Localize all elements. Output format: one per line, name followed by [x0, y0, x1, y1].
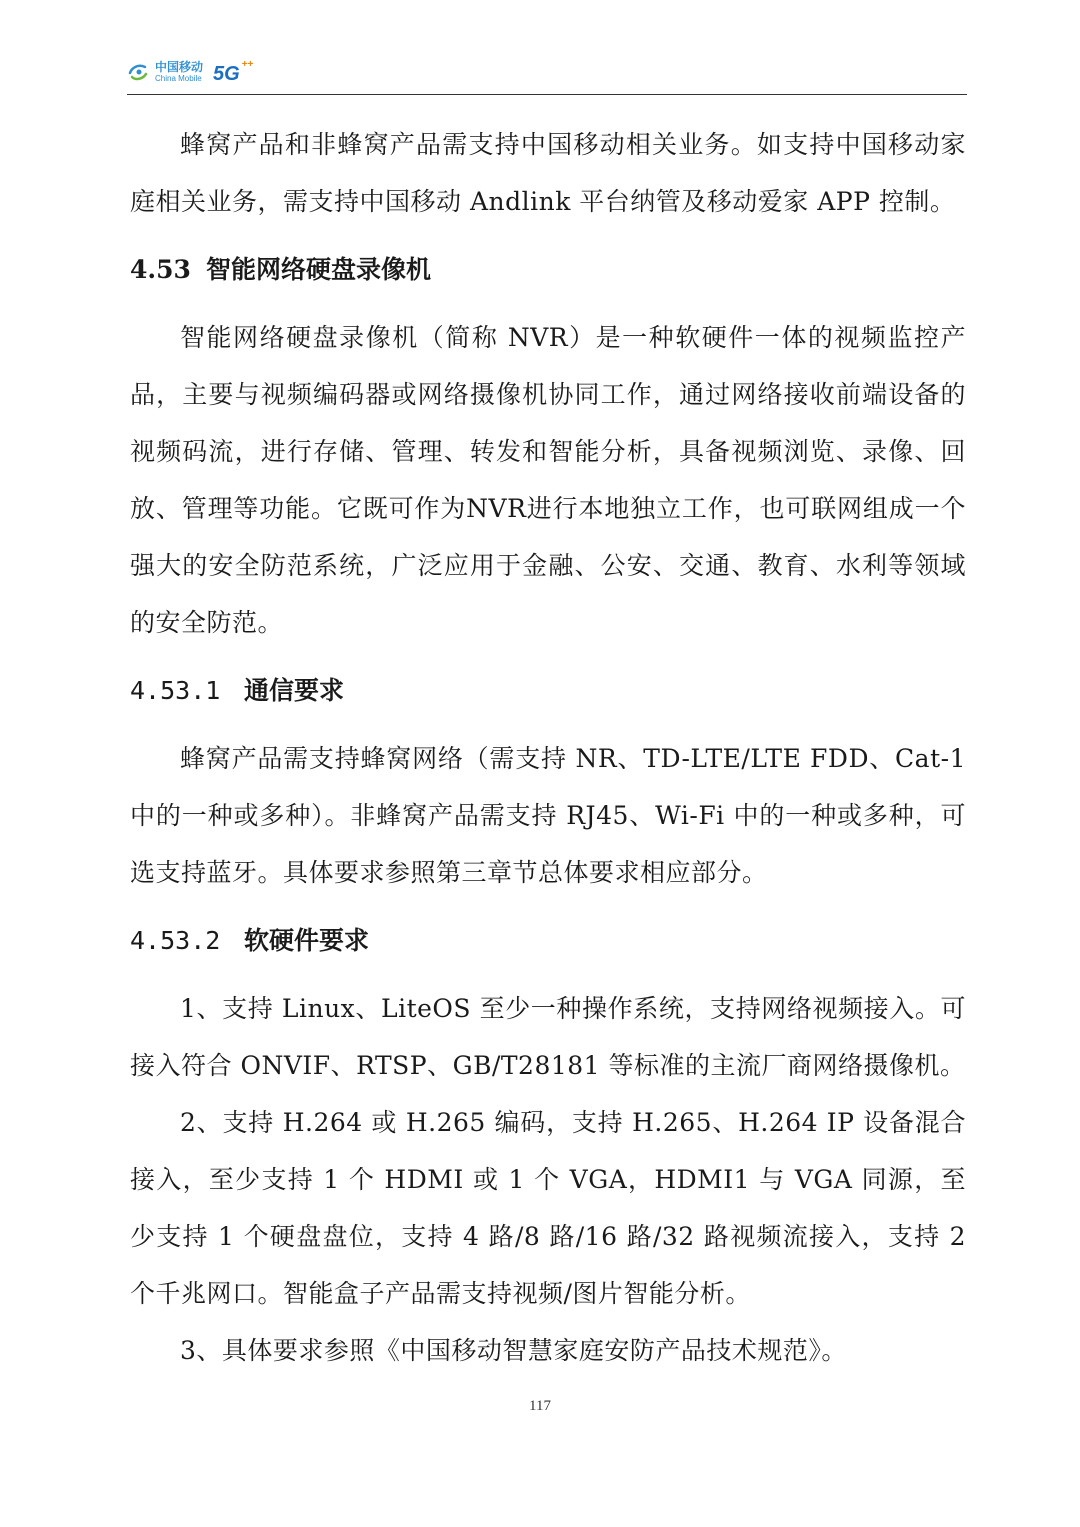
- page-body: [130, 116, 966, 1379]
- section-number: 4.53: [130, 255, 191, 284]
- section-paragraph: 智能网络硬盘录像机（简称 NVR）是一种软硬件一体的视频监控产品，主要与视频编码器或网络摄像机协同工作，通过网络接收前端设备的视频码流，进行存储、管理、转发和智能分析，具备视频浏览、录像、回放、管理等功能。它既可作为NVR进行本地独立工作，也可联网组成一个强大的安全防范系统，广泛应用于金融、公安、交通、教育、水利等领域的安全防范。: [130, 323, 966, 637]
- china-mobile-logo: [127, 60, 253, 84]
- subsection-title: 通信要求: [244, 676, 345, 705]
- header-divider: [127, 94, 967, 95]
- requirement-item: 1、支持 Linux、LiteOS 至少一种操作系统，支持网络视频接入。可接入符合 ONVIF、RTSP、GB/T28181 等标准的主流厂商网络摄像机。: [130, 994, 966, 1080]
- section-heading: [130, 241, 966, 298]
- subsection-heading-software-hardware: [130, 912, 966, 969]
- logo-text: [155, 61, 203, 83]
- communication-paragraph: 蜂窝产品需支持蜂窝网络（需支持 NR、TD-LTE/LTE FDD、Cat-1 中的一种或多种）。非蜂窝产品需支持 RJ45、Wi-Fi 中的一种或多种，可选支持蓝牙。具体要求参照第三章节总体要求相应部分。: [130, 744, 966, 887]
- subsection-heading-communication: [130, 662, 966, 719]
- logo-english-name: China Mobile: [155, 74, 202, 83]
- requirement-item: 2、支持 H.264 或 H.265 编码，支持 H.265、H.264 IP 设备混合接入，至少支持 1 个 HDMI 或 1 个 VGA，HDMI1 与 VGA 同源，至少支持 1 个硬盘盘位，支持 4 路/8 路/16 路/32 路视频流接入，支持 2 个千兆网口。智能盒子产品需支持视频/图片智能分析。: [130, 1108, 966, 1308]
- logo-chinese-name: 中国移动: [155, 60, 204, 74]
- page-header: [127, 52, 967, 96]
- subsection-number: 4.53.2: [130, 926, 221, 955]
- requirement-item: 3、具体要求参照《中国移动智慧家庭安防产品技术规范》。: [180, 1336, 847, 1365]
- logo-5g-plus-mark: ++: [241, 58, 254, 70]
- section-title: 智能网络硬盘录像机: [206, 255, 432, 284]
- logo-5g-mark: 5G: [213, 62, 240, 85]
- intro-paragraph: 蜂窝产品和非蜂窝产品需支持中国移动相关业务。如支持中国移动家庭相关业务，需支持中国移动 Andlink 平台纳管及移动爱家 APP 控制。: [130, 130, 966, 216]
- page-number: 117: [529, 1398, 551, 1414]
- subsection-title: 软硬件要求: [244, 926, 370, 955]
- china-mobile-swirl-icon: [127, 60, 151, 84]
- subsection-number: 4.53.1: [130, 676, 221, 705]
